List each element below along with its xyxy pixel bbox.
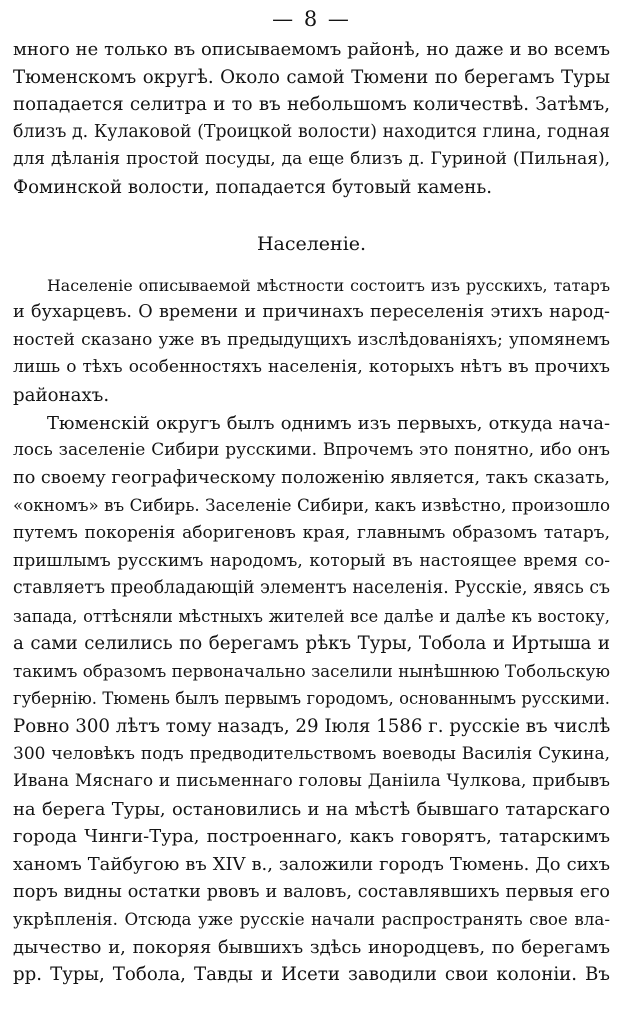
- text-line: Тюменскій округъ былъ однимъ изъ первыхъ, откуда нача-: [47, 412, 610, 434]
- paragraph-population-intro: [13, 272, 610, 410]
- text-line: попадается селитра и то въ небольшомъ количествѣ. Затѣмъ,: [13, 94, 610, 116]
- text-line: «окномъ» въ Сибирь. Заселеніе Сибири, какъ извѣстно, произошло: [13, 495, 610, 516]
- text-line: дычество и, покоряя бывшихъ здѣсь инородцевъ, по берегамъ: [13, 936, 610, 958]
- text-line: а сами селились по берегамъ рѣкъ Туры, Тобола и Иртыша и: [13, 633, 610, 655]
- text-line: ханомъ Тайбугою въ XIV в., заложили городъ Тюмень. До сихъ: [13, 854, 610, 876]
- text-line: губернію. Тюмень былъ первымъ городомъ, основаннымъ русскими.: [13, 689, 610, 709]
- text-line: пришлымъ русскимъ народомъ, который въ настоящее время со-: [13, 550, 610, 571]
- text-line: и бухарцевъ. О времени и причинахъ переселенія этихъ народ-: [13, 302, 610, 323]
- text-line: близъ д. Кулаковой (Троицкой волости) находится глина, годная: [13, 121, 610, 142]
- text-line: для дѣланія простой посуды, да еще близъ д. Гуриной (Пильная),: [13, 149, 610, 170]
- text-line: поръ видны остатки рвовъ и валовъ, составлявшихъ первыя его: [13, 881, 610, 902]
- text-line: на берега Туры, остановились и на мѣстѣ бывшаго татарскаго: [13, 798, 610, 820]
- text-line: ностей сказано уже въ предыдущихъ изслѣдованіяхъ; упомянемъ: [13, 329, 610, 350]
- text-line: лось заселеніе Сибири русскими. Впрочемъ это понятно, ибо онъ: [13, 440, 610, 461]
- text-line: районахъ.: [13, 384, 110, 406]
- text-line: Ивана Мяснаго и письменнаго головы Даніила Чулкова, прибывъ: [13, 771, 610, 792]
- text-line: запада, оттѣсняли мѣстныхъ жителей все далѣе и далѣе къ востоку,: [13, 606, 610, 626]
- text-line: такимъ образомъ первоначально заселили нынѣшнюю Тобольскую: [13, 660, 610, 681]
- page-number: — 8 —: [272, 7, 351, 31]
- text-line: путемъ покоренія аборигеновъ края, главнымъ образомъ татаръ,: [13, 522, 610, 543]
- paragraph-settlement-history: [13, 410, 610, 989]
- text-line: укрѣпленія. Отсюда уже русскіе начали распространять свое вла-: [13, 909, 610, 930]
- text-line: по своему географическому положенію является, такъ сказать,: [13, 467, 610, 488]
- text-line: ставляетъ преобладающій элементъ населенія. Русскіе, явясь съ: [13, 578, 610, 599]
- text-line: рр. Туры, Тобола, Тавды и Исети заводили свои колоніи. Въ: [13, 964, 610, 986]
- text-line: 300 человѣкъ подъ предводительствомъ воеводы Василія Сукина,: [13, 743, 610, 764]
- text-line: Ровно 300 лѣтъ тому назадъ, 29 Іюля 1586 г. русскіе въ числѣ: [13, 716, 610, 738]
- text-line: города Чинги-Тура, построеннаго, какъ говорятъ, татарскимъ: [13, 826, 610, 848]
- text-line: Населеніе описываемой мѣстности состоитъ изъ русскихъ, татаръ: [47, 275, 610, 295]
- paragraph-minerals: [13, 36, 610, 202]
- text-line: лишь о тѣхъ особенностяхъ населенія, которыхъ нѣтъ въ прочихъ: [13, 357, 610, 378]
- text-line: Тюменскомъ округѣ. Около самой Тюмени по берегамъ Туры: [13, 66, 610, 88]
- text-line: Фоминской волости, попадается бутовый камень.: [13, 176, 493, 198]
- section-heading: Населеніе.: [256, 232, 367, 255]
- text-line: много не только въ описываемомъ районѣ, но даже и во всемъ: [13, 39, 610, 60]
